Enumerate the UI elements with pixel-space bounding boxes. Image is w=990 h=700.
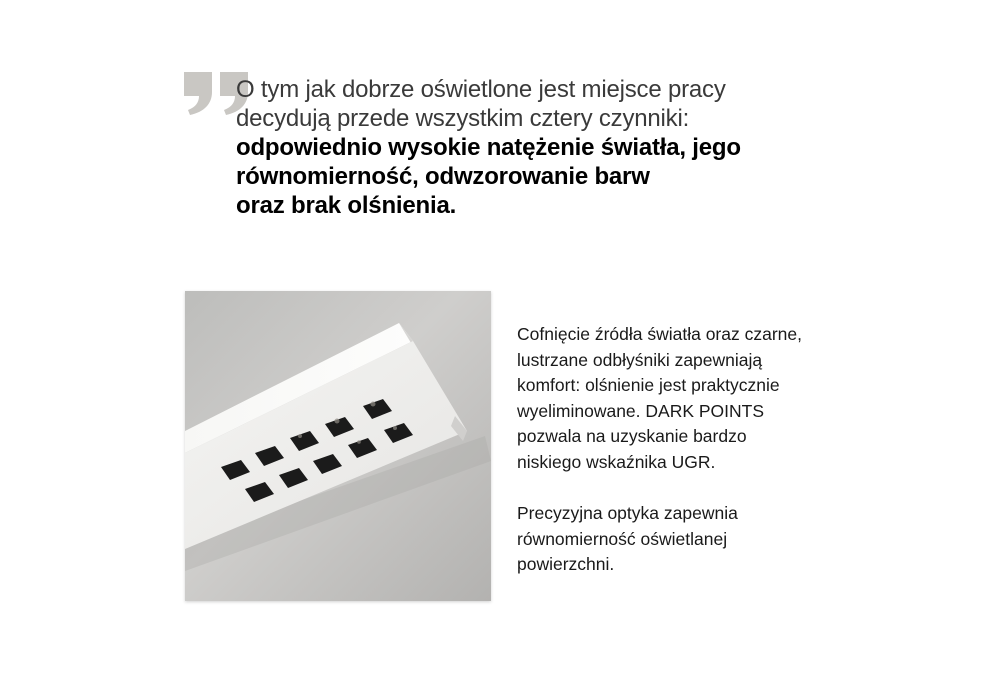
pull-quote [236, 75, 836, 220]
quote-emphasis: odpowiednio wysokie natężenie światła, jego równomierność, odwzorowanie barw oraz brak olśnienia. [236, 134, 741, 219]
description-paragraph-1: Cofnięcie źródła światła oraz czarne, lustrzane odbłyśniki zapewniają komfort: olśnienie jest praktycznie wyeliminowane. DARK POINTS pozwala na uzyskanie bardzo niskiego wskaźnika UGR. [517, 324, 802, 472]
quote-intro: O tym jak dobrze oświetlone jest miejsce pracy decydują przede wszystkim cztery czynniki: [236, 76, 726, 132]
luminaire-photo [185, 291, 491, 601]
description-paragraph-2: Precyzyjna optyka zapewnia równomierność oświetlanej powierzchni. [517, 503, 738, 575]
luminaire-illustration [185, 291, 491, 601]
product-description [517, 322, 877, 578]
